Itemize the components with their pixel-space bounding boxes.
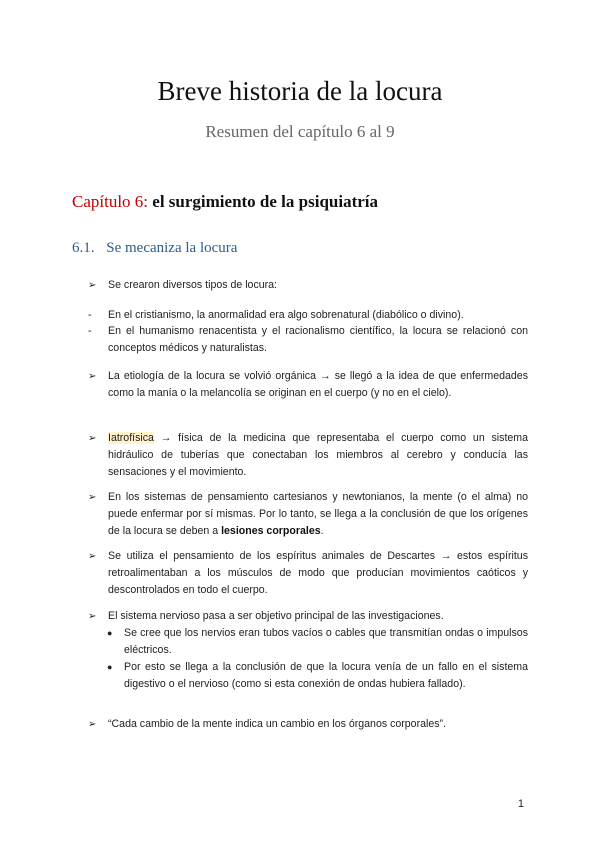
page-number: 1 — [517, 798, 524, 810]
document-title: Breve historia de la locura — [157, 76, 443, 106]
dash-bullet-icon: - — [88, 325, 92, 337]
list-item-iatrofisica — [88, 430, 528, 481]
chapter-title: el surgimiento de la psiquiatría — [152, 192, 379, 211]
section-number: 6.1. — [72, 240, 95, 256]
item-text: “Cada cambio de la mente indica un cambio en los órganos corporales”. — [108, 718, 447, 730]
item-text: Se crearon diversos tipos de locura: — [108, 279, 277, 291]
item-text: En los sistemas de pensamiento cartesianos y newtonianos, la mente (o el alma) no puede enfermar por sí mismas. Por lo tanto, se llega a la conclusión de que los orígenes de la locura se deben a — [108, 491, 528, 537]
item-text: En el humanismo renacentista y el racionalismo científico, la locura se relacionó con conceptos médicos y naturalistas. — [108, 325, 528, 354]
round-bullet-icon: ● — [107, 662, 113, 672]
arrow-bullet-icon: ➢ — [88, 551, 97, 562]
highlighted-term: Iatrofísica — [108, 432, 154, 444]
arrow-bullet-icon: ➢ — [88, 719, 97, 730]
section-title: Se mecaniza la locura — [106, 240, 238, 256]
item-text: En el cristianismo, la anormalidad era algo sobrenatural (diabólico o divino). — [108, 309, 464, 321]
arrow-bullet-icon: ➢ — [88, 611, 97, 622]
document-subtitle: Resumen del capítulo 6 al 9 — [205, 122, 395, 141]
list-item-descartes — [88, 548, 528, 599]
sub-item-2 — [88, 659, 528, 693]
arrow-bullet-icon: ➢ — [88, 280, 97, 291]
item-text: Se cree que los nervios eran tubos vacíos o cables que transmitían ondas o impulsos eléctricos. — [124, 627, 528, 656]
round-bullet-icon: ● — [107, 628, 113, 638]
arrow-bullet-icon: ➢ — [88, 492, 97, 503]
dash-bullet-icon: - — [88, 309, 92, 321]
item-text: → física de la medicina que representaba el cuerpo como un sistema hidráulico de tuberías que conectaban los miembros al cerebro y conducía las sensaciones y el movimiento. — [108, 432, 528, 478]
list-item-dash-1 — [88, 307, 528, 324]
list-item-nervioso — [88, 608, 528, 693]
sub-item-1 — [88, 625, 528, 659]
item-text: Se utiliza el pensamiento de los espíritus animales de Descartes → estos espíritus retroalimentaban a los músculos de modo que producían movimientos caóticos y descontrolados en todo el cuerpo. — [108, 550, 528, 596]
item-text-end: . — [320, 525, 324, 537]
list-item-cita — [88, 716, 528, 733]
list-item-etiologia — [88, 368, 528, 402]
bold-term: lesiones corporales — [221, 525, 321, 537]
item-text: El sistema nervioso pasa a ser objetivo principal de las investigaciones. — [108, 610, 444, 622]
arrow-bullet-icon: ➢ — [88, 371, 97, 382]
list-item-intro — [88, 277, 528, 294]
chapter-heading — [72, 192, 378, 212]
item-text: Por esto se llega a la conclusión de que la locura venía de un fallo en el sistema digestivo o el nervioso (como si esta conexión de ondas hubiera fallado). — [124, 661, 528, 690]
section-heading — [72, 240, 237, 257]
list-item-sistemas — [88, 489, 528, 540]
chapter-label: Capítulo 6: — [72, 192, 149, 211]
list-item-dash-2 — [88, 323, 528, 357]
item-text: La etiología de la locura se volvió orgánica → se llegó a la idea de que enfermedades como la manía o la melancolía se originan en el cuerpo (y no en el cielo). — [108, 370, 528, 399]
arrow-bullet-icon: ➢ — [88, 433, 97, 444]
